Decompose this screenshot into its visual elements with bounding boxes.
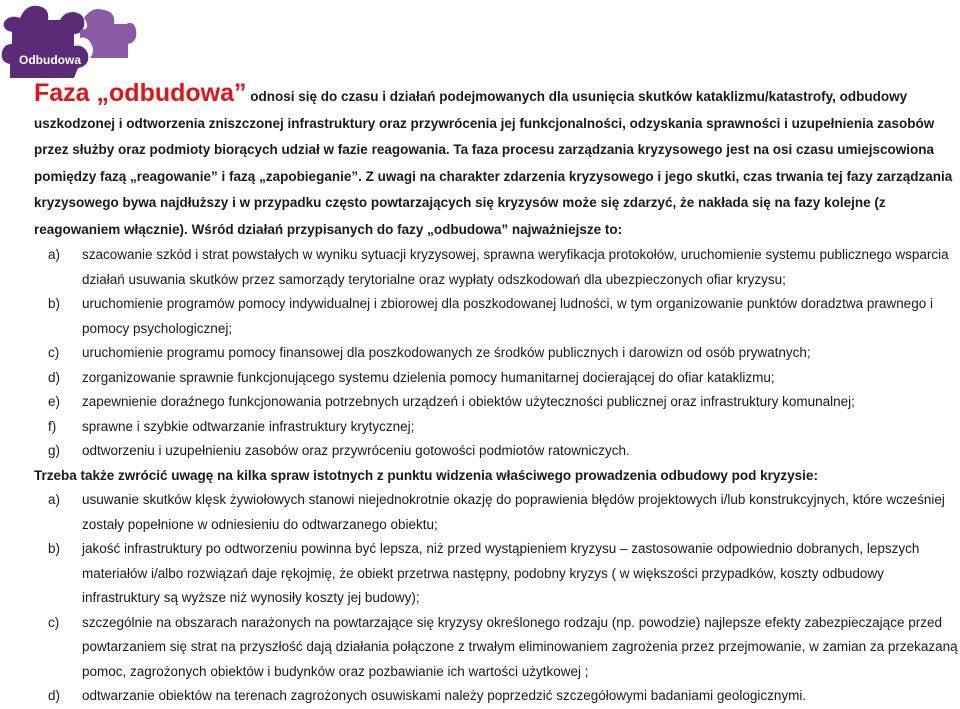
puzzle-piece-light	[80, 9, 136, 58]
section-title: Faza „odbudowa”	[34, 79, 247, 107]
list-item	[34, 611, 960, 685]
second-heading-paragraph: Trzeba także zwrócić uwagę na kilka spraw istotnych z punktu widzenia właściwego prowadzenia odbudowy pod kryzysie:	[34, 467, 818, 483]
list-marker: c)	[48, 345, 60, 360]
list-item-text: szczególnie na obszarach narażonych na powtarzające się kryzysy określonego rodzaju (np. powodzie) najlepsze efekty zabezpieczające przed powtarzaniem się strat na przyszłość dają działania połączone z trwałym eliminowaniem zagrożenia przez przejmowanie, w zamian za przekazaną pomoc, zagrożonych obiektów i budynków oraz pozbawianie ich wartości użytkowej ;	[82, 614, 958, 679]
list-marker: a)	[48, 247, 61, 262]
list-item-text: usuwanie skutków klęsk żywiołowych stanowi niejednokrotnie okazję do poprawienia błędów projektowych i/lub konstrukcyjnych, które wcześniej zostały popełnione w odniesieniu do odtwarzanego obiektu;	[82, 492, 945, 532]
intro-text-first-sentence: odnosi się do czasu i działań podejmowanych dla usunięcia skutków kataklizmu/katastrofy, odbudowy uszkodzonej i odtworzenia zniszczonej infrastruktury oraz przywrócenia jej funkcjonalności, odzyskania sprawności i uzupełnienia zasobów przez służby oraz podmioty biorących udział w fazie reagowania.	[34, 89, 935, 157]
list-item-text: odtworzeniu i uzupełnieniu zasobów oraz przywróceniu gotowości podmiotów ratowniczych.	[82, 443, 630, 458]
list-marker: d)	[48, 369, 61, 385]
list-item-text: odtwarzanie obiektów na terenach zagrożonych osuwiskami należy poprzedzić szczegółowymi badaniami geologicznymi.	[82, 688, 807, 703]
list-item-text: szacowanie szkód i strat powstałych w wyniku sytuacji kryzysowej, sprawna weryfikacja protokołów, uruchomienie systemu publicznego wsparcia działań usuwania skutków przez samorządy terytorialne oraz wypłaty odszkodowań dla ubezpieczonych ofiar kryzysu;	[82, 247, 949, 287]
list-item	[34, 684, 960, 709]
list-item	[34, 537, 960, 611]
list-marker: a)	[48, 492, 61, 507]
list-marker: f)	[48, 418, 57, 434]
list-item	[34, 488, 960, 537]
list-item	[34, 439, 960, 464]
list-item-text: zapewnienie doraźnego funkcjonowania potrzebnych urządzeń i obiektów użyteczności publicznej oraz infrastruktury komunalnej;	[82, 394, 855, 409]
intro-text-lead-in: Wśród działań przypisanych do fazy „odbudowa” najważniejsze to:	[191, 221, 623, 237]
intro-text: Ta faza procesu zarządzania kryzysowego jest na osi czasu umiejscowiona pomiędzy fazą „reagowanie” i fazą „zapobieganie”. Z uwagi na charakter zdarzenia kryzysowego i jego skutki, czas trwania tej fazy zarządzania kryzysowego bywa najdłuższy i w przypadku często powtarzających się kryzysów może się zdarzyć, że nakłada się na fazy kolejne (z reagowaniem włącznie).	[34, 142, 953, 237]
list-item	[34, 243, 960, 292]
list-marker: b)	[48, 541, 61, 556]
list-item-text: uruchomienie programów pomocy indywidualnej i zbiorowej dla poszkodowanej ludności, w tym organizowanie punktów doradztwa prawnego i pomocy psychologicznej;	[82, 296, 933, 336]
document-body	[34, 80, 960, 709]
list-marker: e)	[48, 394, 61, 409]
list-item	[34, 366, 960, 391]
list-marker: g)	[48, 443, 61, 458]
list-marker: c)	[48, 614, 60, 630]
badge-label: Odbudowa	[19, 53, 81, 67]
list-item-text: zorganizowanie sprawnie funkcjonującego systemu dzielenia pomocy humanitarnej docierającej do ofiar kataklizmu;	[82, 369, 775, 385]
list-item-text: sprawne i szybkie odtwarzanie infrastruktury krytycznej;	[82, 418, 415, 434]
intro-paragraph	[34, 80, 960, 243]
puzzle-piece-dark	[2, 6, 89, 78]
list-item	[34, 341, 960, 366]
actions-list	[34, 243, 960, 464]
list-marker: d)	[48, 688, 61, 703]
list-item	[34, 415, 960, 440]
list-item-text: jakość infrastruktury po odtworzeniu powinna być lepsza, niż przed wystąpieniem kryzysu – zastosowanie odpowiednio dobranych, lepszych materiałów i/albo rozwiązań daje rękojmię, że obiekt przetrwa następny, podobny kryzys ( w większości przypadków, koszty odbudowy infrastruktury są wyższe niż wynosiły koszty jej budowy);	[82, 541, 920, 605]
list-item	[34, 292, 960, 341]
list-item-text: uruchomienie programu pomocy finansowej dla poszkodowanych ze środków publicznych i darowizn od osób prywatnych;	[82, 345, 811, 360]
list-marker: b)	[48, 296, 61, 311]
considerations-list	[34, 488, 960, 709]
list-item	[34, 390, 960, 415]
